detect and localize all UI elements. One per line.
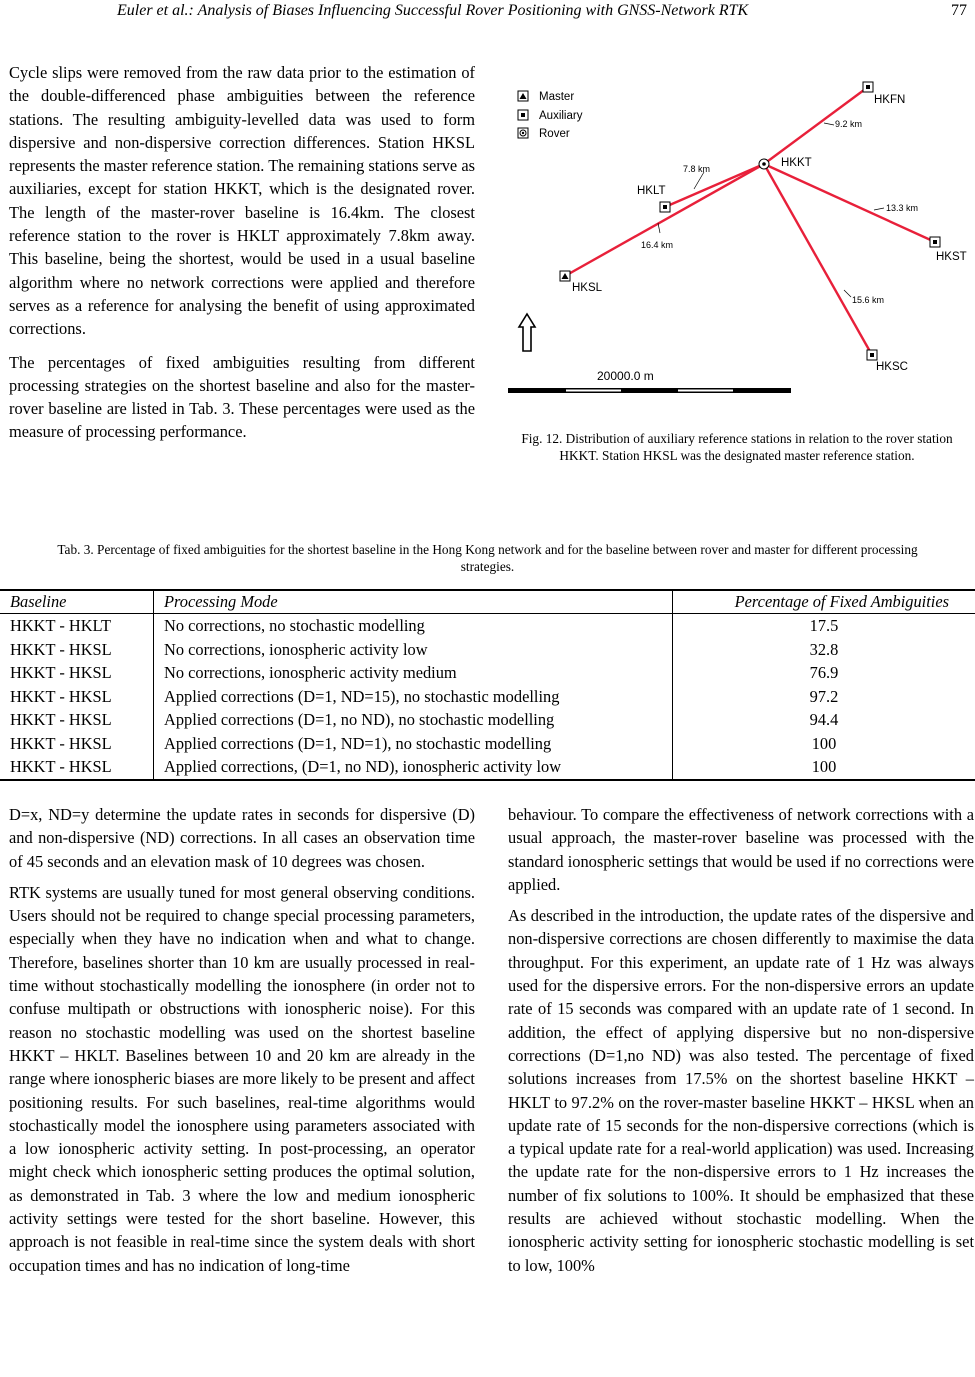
page-header — [0, 2, 975, 24]
station-hkst-marker-icon — [930, 237, 940, 247]
table-row — [0, 638, 975, 662]
cell-percentage: 32.8 — [809, 639, 839, 659]
station-label-hklt: HKLT — [637, 185, 666, 197]
leader-hksc — [844, 290, 851, 297]
master-legend-icon — [518, 91, 528, 101]
cell-percentage: 17.5 — [809, 616, 839, 635]
paragraph: Cycle slips were removed from the raw data prior to the estimation of the double-differenced phase ambiguities between the reference stations. The resulting ambiguity-levelled data was used to form dispersive and non-dispersive correction differences. Station HKSL represents the master reference station. The remaining stations serve as auxiliaries, except for station HKKT, which is the designated rover. The length of the master-rover baseline is 16.4km. The closest reference station to the rover is HKLT approximately 7.8km away. This baseline, being the shortest, would be used in a usual baseline algorithm where no network corrections were applied and therefore serves as a reference for analysing the benefit of using approximated corrections. — [9, 63, 475, 339]
table-row — [0, 755, 975, 780]
cell-baseline: HKKT - HKSL — [0, 732, 154, 756]
cell-baseline: HKKT - HKSL — [0, 638, 154, 662]
paragraph: behaviour. To compare the effectiveness of network corrections with a usual approach, the master-rover baseline was processed with the standard ionospheric settings that would be used if no corrections were applied. — [508, 805, 974, 894]
results-table — [0, 589, 975, 781]
leader-hklt — [694, 172, 704, 189]
baseline-hksl — [565, 164, 764, 276]
cell-baseline: HKKT - HKSL — [0, 661, 154, 685]
distance-label-hksc: 15.6 km — [852, 295, 885, 305]
table-row — [0, 661, 975, 685]
station-map-figure — [508, 75, 975, 405]
cell-baseline: HKKT - HKLT — [0, 614, 154, 638]
legend-rover: Rover — [539, 128, 570, 140]
distance-label-hksl: 16.4 km — [641, 240, 674, 250]
paragraph: The percentages of fixed ambiguities resulting from different processing strategies on the shortest baseline and also for the master-rover baseline are listed in Tab. 3. These percentages were used as the measure of processing performance. — [9, 352, 475, 442]
cell-percentage: 100 — [811, 733, 837, 753]
baselines — [565, 87, 935, 355]
paragraph: RTK systems are usually tuned for most general observing conditions. Users should not be required to change special processing parameters, especially when they have no indication when and what to change. Therefore, baselines shorter than 10 km are usually processed in real-time without stochastically modelling the ionosphere (in order not to confuse multipath or obstructions with ionospheric noise). For this reason no stochastic modelling was used on the shortest baseline HKKT – HKLT. Baselines between 10 and 20 km are already in the range where ionospheric biases are more likely to be present and affect positioning results. For such baselines, real-time algorithms would stochastically model the ionosphere using parameters associated with a low ionospheric activity setting. In post-processing, an operator might check which ionospheric setting produces the optimal solution, as demonstrated in Tab. 3 where the low and medium ionospheric activity settings were tested for the short baseline. However, this approach is not feasible in real-time since the system deals with short occupation times and has no indication of long-time — [9, 882, 475, 1275]
cell-baseline: HKKT - HKSL — [0, 685, 154, 709]
cell-percentage: 94.4 — [809, 710, 839, 729]
baseline-hksc — [764, 164, 872, 355]
scale-bar — [508, 388, 791, 393]
cell-processing-mode: No corrections, ionospheric activity medium — [154, 661, 673, 685]
cell-baseline: HKKT - HKSL — [0, 708, 154, 732]
station-map — [508, 75, 975, 405]
paragraph: As described in the introduction, the update rates of the dispersive and non-dispersive corrections are chosen differently to maximise the data throughput. For this experiment, an update rate of 1 Hz was always used for the dispersive errors. For the non-dispersive errors an update rate of 15 seconds was compared with an update rate of 1 second. In addition, the effect of applying dispersive but no non-dispersive corrections (D=1,no ND) was also tested. The percentage of fixed solutions increases from 17.5% on the shortest baseline HKKT – HKLT to 97.2% on the rover-master baseline HKKT – HKSL when an update rate of 15 seconds for the non-dispersive corrections (which is a typical update rate for a real-world application) was used. Increasing the update rate for the non-dispersive errors to 1 Hz increases the number of fix solutions to 100%. It should be emphasized that these results are achieved without stochastic modelling. When the ionospheric activity setting for ionospheric stochastic modelling is set to low, 100% — [508, 906, 974, 1275]
table-row — [0, 685, 975, 709]
leader-hkfn — [824, 123, 834, 125]
north-arrow-icon — [519, 314, 535, 351]
paragraph: D=x, ND=y determine the update rates in seconds for dispersive (D) and non-dispersive (ND) corrections. In all cases an observation time of 45 seconds and an elevation mask of 10 degrees was chosen. — [9, 805, 475, 871]
leader-hksl — [658, 223, 660, 233]
left-column-text — [9, 61, 475, 454]
bottom-left-column-text — [9, 803, 475, 1285]
cell-processing-mode: Applied corrections (D=1, ND=15), no stochastic modelling — [154, 685, 673, 709]
header-baseline: Baseline — [0, 590, 154, 614]
station-hklt-marker-icon — [660, 202, 670, 212]
cell-processing-mode: No corrections, no stochastic modelling — [154, 614, 673, 638]
station-label-hksl: HKSL — [572, 282, 603, 294]
legend-auxiliary: Auxiliary — [539, 110, 583, 122]
rover-legend-icon — [518, 128, 528, 138]
cell-processing-mode: No corrections, ionospheric activity low — [154, 638, 673, 662]
table-row — [0, 732, 975, 756]
station-label-hkfn: HKFN — [874, 94, 906, 106]
scale-bar-label: 20000.0 m — [597, 369, 654, 383]
header-percentage: Percentage of Fixed Ambiguities — [673, 590, 975, 614]
station-hkkt-rover-icon — [759, 159, 769, 169]
station-label-hkst: HKST — [936, 251, 967, 263]
map-legend — [518, 91, 583, 140]
leader-hkst — [874, 208, 884, 210]
figure-caption: Fig. 12. Distribution of auxiliary reference stations in relation to the rover station HKKT. Station HKSL was the designated master reference station. — [521, 431, 953, 463]
cell-baseline: HKKT - HKSL — [0, 755, 154, 780]
cell-processing-mode: Applied corrections (D=1, no ND), no stochastic modelling — [154, 708, 673, 732]
bottom-right-column-text — [508, 803, 974, 1285]
table-row — [0, 708, 975, 732]
cell-processing-mode: Applied corrections, (D=1, no ND), ionospheric activity low — [154, 755, 673, 780]
table-header-row — [0, 590, 975, 614]
station-label-hksc: HKSC — [876, 361, 908, 373]
cell-percentage: 76.9 — [809, 663, 839, 682]
station-hksl-master-icon — [560, 271, 570, 281]
station-hkfn-marker-icon — [863, 82, 873, 92]
station-label-hkkt: HKKT — [781, 157, 812, 169]
station-hksc-marker-icon — [867, 350, 877, 360]
distance-label-hkst: 13.3 km — [886, 203, 919, 213]
table-caption: Tab. 3. Percentage of fixed ambiguities for the shortest baseline in the Hong Kong network and for the baseline between rover and master for different processing strategies. — [57, 542, 918, 574]
distance-label-hkfn: 9.2 km — [835, 119, 863, 129]
running-title: Euler et al.: Analysis of Biases Influencing Successful Rover Positioning with GNSS-Network RTK — [117, 2, 749, 19]
page-number: 77 — [951, 2, 967, 19]
auxiliary-legend-icon — [518, 110, 528, 120]
cell-percentage: 100 — [673, 755, 975, 780]
legend-master: Master — [539, 91, 575, 103]
header-processing-mode: Processing Mode — [154, 590, 673, 614]
cell-percentage: 97.2 — [809, 686, 839, 706]
table-row — [0, 614, 975, 638]
cell-processing-mode: Applied corrections (D=1, ND=1), no stochastic modelling — [154, 732, 673, 756]
distance-label-hklt: 7.8 km — [683, 164, 711, 174]
baseline-hklt — [665, 164, 764, 207]
